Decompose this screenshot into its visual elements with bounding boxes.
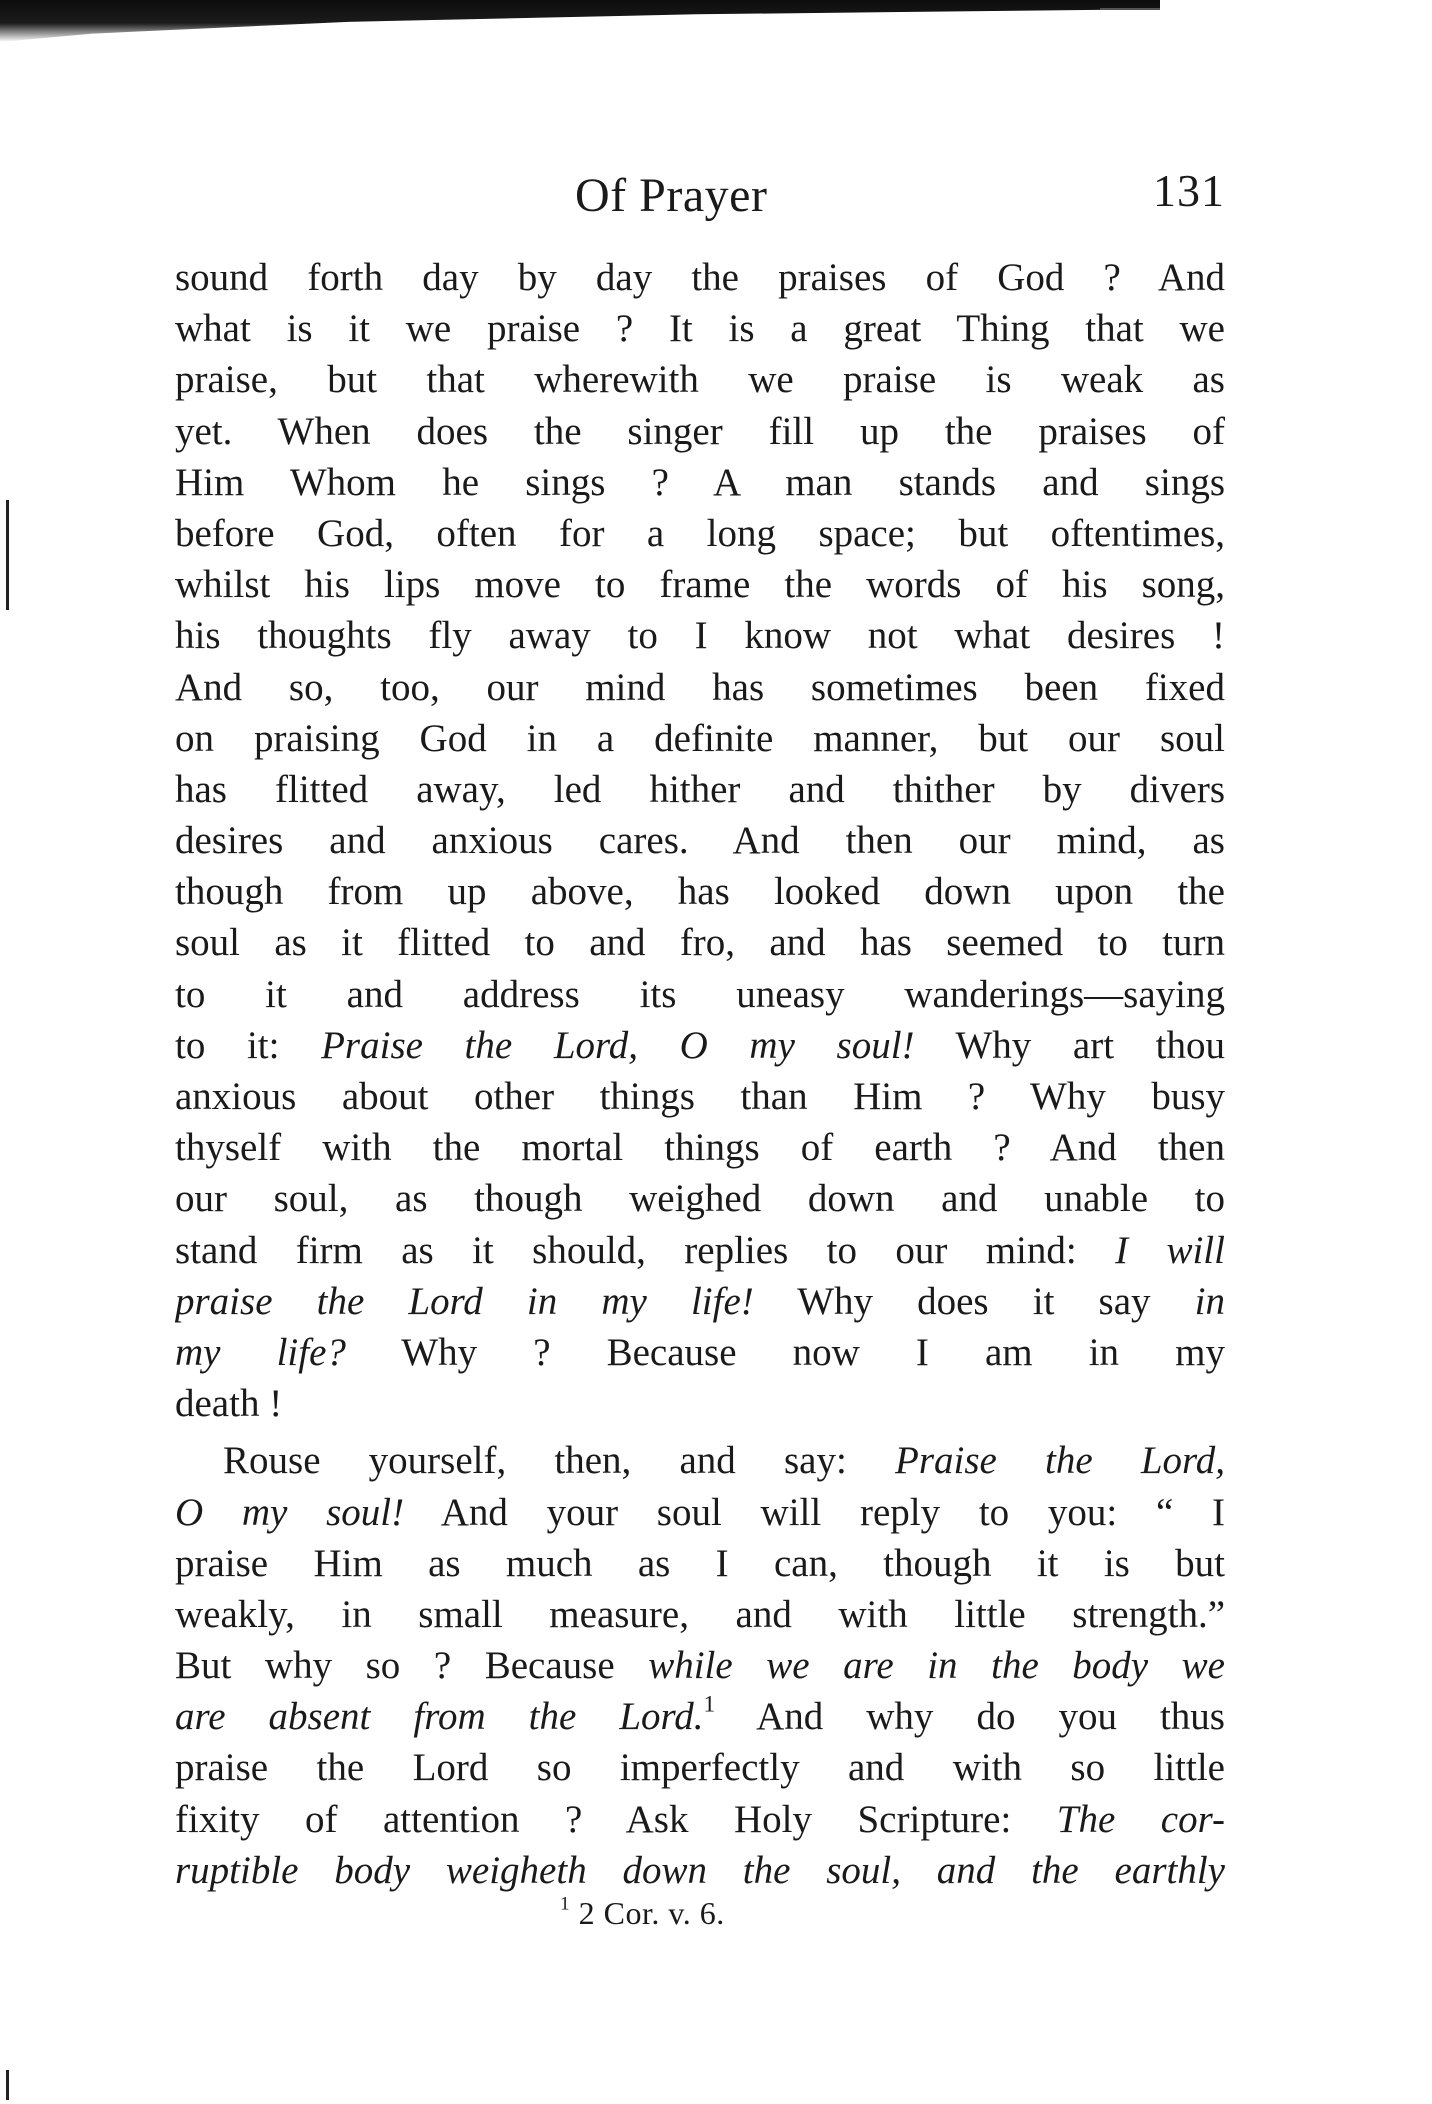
italic-quote: ruptible body weigheth down the soul, and the earthly <box>175 1848 1225 1892</box>
italic-quote: The cor- <box>1056 1797 1225 1841</box>
text-line <box>175 1020 1225 1071</box>
text-run: Why art thou <box>914 1023 1225 1067</box>
text-run: fixity of attention ? Ask Holy Scripture: <box>175 1797 1057 1841</box>
italic-quote: praise the Lord in my life! <box>175 1279 754 1323</box>
footnote-marker: 1 <box>703 1691 716 1718</box>
text-line <box>175 1487 1225 1538</box>
body-text <box>175 252 1225 1896</box>
text-line: anxious about other things than Him ? Why busy <box>175 1075 1225 1118</box>
scan-margin-mark <box>6 2070 9 2100</box>
text-line: praise the Lord so imperfectly and with so little <box>175 1746 1225 1790</box>
text-line: weakly, in small measure, and with little strength.” <box>175 1592 1225 1636</box>
text-line <box>175 1327 1225 1378</box>
scan-margin-mark <box>6 500 9 610</box>
text-line: praise, but that wherewith we praise is weak as <box>175 358 1225 402</box>
text-run: But why so ? Because <box>175 1644 649 1688</box>
italic-quote: are absent from the Lord. <box>175 1695 704 1739</box>
text-line <box>175 1845 1225 1896</box>
text-line: sound forth day by day the praises of God ? And <box>175 256 1225 299</box>
text-line <box>175 1794 1225 1845</box>
scan-edge-shadow <box>0 0 1160 42</box>
italic-quote: Praise the Lord, O my soul! <box>321 1023 915 1067</box>
text-line: soul as it flitted to and fro, and has seemed to turn <box>175 921 1225 965</box>
text-line: Him Whom he sings ? A man stands and sings <box>175 460 1225 504</box>
text-line <box>175 1435 1225 1486</box>
footnote <box>560 1895 725 1932</box>
text-line: whilst his lips move to frame the words of his song, <box>175 563 1225 607</box>
text-line <box>175 1691 1225 1742</box>
text-line: what is it we praise ? It is a great Thing that we <box>175 307 1225 351</box>
text-line: praise Him as much as I can, though it is but <box>175 1541 1225 1585</box>
text-run: And your soul will reply to you: “ I <box>404 1490 1225 1534</box>
text-run: Why ? Because now I am in my <box>345 1330 1225 1374</box>
italic-quote: Praise the Lord, <box>895 1439 1225 1483</box>
text-line: yet. When does the singer fill up the praises of <box>175 409 1225 453</box>
text-line <box>175 1640 1225 1691</box>
page-number: 131 <box>1153 165 1225 216</box>
text-run: And why do you thus <box>715 1695 1225 1739</box>
text-run: stand firm as it should, replies to our mind: <box>175 1228 1116 1272</box>
italic-quote: my life? <box>175 1330 346 1374</box>
running-title: Of Prayer <box>575 169 768 222</box>
italic-quote: while we are in the body we <box>648 1644 1225 1688</box>
text-line: has flitted away, led hither and thither by divers <box>175 767 1225 811</box>
footnote-text: 2 Cor. v. 6. <box>570 1895 725 1931</box>
italic-quote: in <box>1194 1279 1225 1323</box>
text-line: our soul, as though weighed down and unable to <box>175 1177 1225 1221</box>
page-header <box>175 165 1225 248</box>
text-run: Why does it say <box>753 1279 1195 1323</box>
text-line: And so, too, our mind has sometimes been fixed <box>175 665 1225 709</box>
text-line: death ! <box>175 1382 283 1426</box>
text-line <box>175 1225 1225 1276</box>
text-line: his thoughts fly away to I know not what desires ! <box>175 614 1225 658</box>
text-run: to it: <box>175 1023 322 1067</box>
text-run: Rouse yourself, then, and say: <box>223 1439 895 1483</box>
paragraph-2 <box>175 1435 1225 1896</box>
text-line: thyself with the mortal things of earth ? And then <box>175 1126 1225 1170</box>
text-line: to it and address its uneasy wanderings—saying <box>175 972 1225 1016</box>
text-line: though from up above, has looked down upon the <box>175 870 1225 914</box>
italic-quote: I will <box>1115 1228 1225 1272</box>
scan-edge-line <box>1100 8 1160 10</box>
text-line <box>175 1276 1225 1327</box>
text-line: before God, often for a long space; but oftentimes, <box>175 511 1225 555</box>
text-line: desires and anxious cares. And then our mind, as <box>175 819 1225 863</box>
text-line: on praising God in a definite manner, but our soul <box>175 716 1225 760</box>
footnote-number: 1 <box>560 1893 571 1915</box>
italic-quote: O my soul! <box>175 1490 405 1534</box>
